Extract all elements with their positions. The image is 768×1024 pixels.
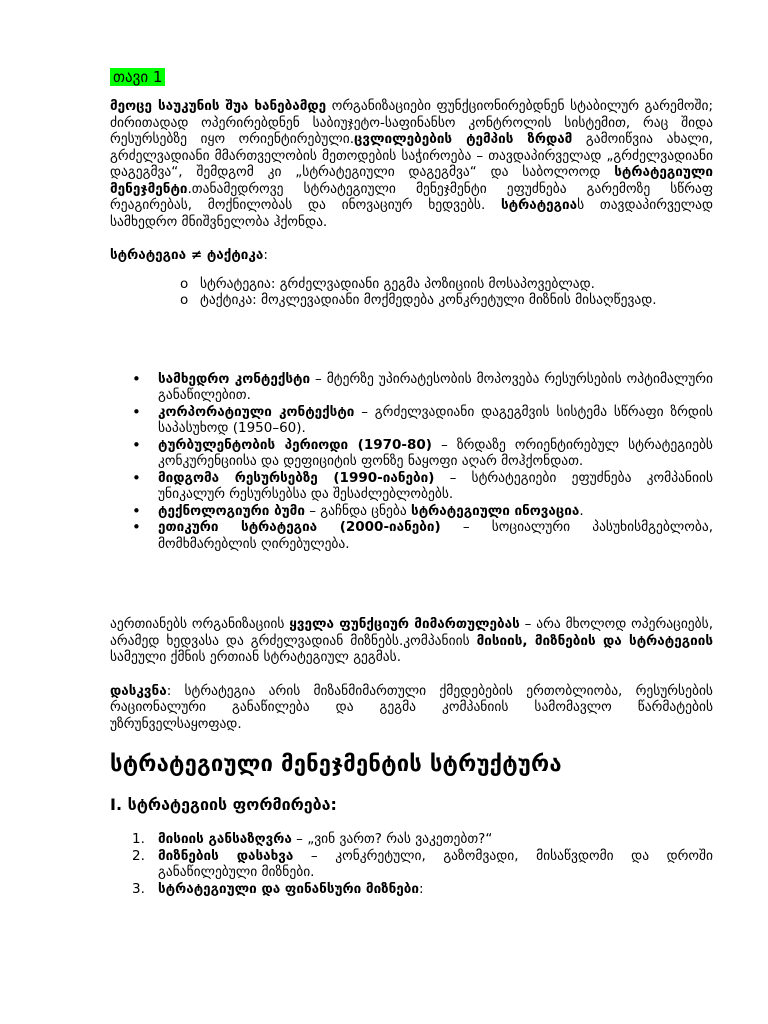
intro-bold-1: მეოცე საუკუნის შუა ხანებამდე xyxy=(110,98,327,114)
list-item-bold: ტურბულენტობის პერიოდი (1970-80) xyxy=(158,436,432,453)
list-item-bold: სამხედრო კონტექსტი xyxy=(158,370,311,387)
organization-paragraph xyxy=(110,616,713,666)
list-item-text: – სოციალური პასუხისმგებლობა, მომხმარებლის ღირებულება. xyxy=(158,519,713,552)
list-item xyxy=(180,292,713,309)
list-item-bold: მიზნების დასახვა xyxy=(158,847,294,864)
list-item-bold: მიდგომა რესურსებზე (1990-იანები) xyxy=(158,469,435,486)
formation-steps-list xyxy=(132,831,713,897)
intro-bold-2: ცვლილებების ტემპის ზრდამ xyxy=(354,131,573,147)
intro-bold-3: სტრატეგიული მენეჯმენტი xyxy=(110,164,713,197)
summary-paragraph xyxy=(110,683,713,733)
list-item-bold: ტექნოლოგიური ბუმი xyxy=(158,502,305,519)
list-item-text: – სტრატეგიები ეფუძნება კომპანიის უნიკალურ რესურსებსა და შესაძლებლობებს. xyxy=(158,469,714,502)
list-item xyxy=(132,519,713,552)
paragraph-bold: მისიის, მიზნების და სტრატეგიის xyxy=(476,632,713,649)
chapter-label: თავი 1 xyxy=(110,68,165,86)
paragraph-text: – არა მხოლოდ ოპერაციებს, არამედ ხედვასა და გრძელვადიან მიზნებს.კომპანიის xyxy=(110,616,713,649)
intro-paragraph xyxy=(110,98,713,230)
subsection-title: I. სტრატეგიის ფორმირება: xyxy=(110,795,337,814)
list-item xyxy=(132,881,713,898)
section-title: სტრატეგიული მენეჯმენტის სტრუქტურა xyxy=(110,752,562,777)
bullet-icon: • xyxy=(132,435,141,454)
bullet-icon: • xyxy=(132,402,141,421)
paragraph-text: სამეული ქმნის ერთიან სტრატეგიულ გეგმას. xyxy=(110,649,401,665)
paragraph-bold: ყველა ფუნქციურ მიმართულებას xyxy=(289,616,520,632)
list-item-text: : xyxy=(419,880,424,897)
list-item xyxy=(132,503,713,520)
circle-bullet-icon: o xyxy=(180,275,189,292)
strategy-vs-tactics-label xyxy=(110,247,713,264)
list-item xyxy=(132,371,713,404)
list-item-text: – „ვინ ვართ? რას ვაკეთებთ?“ xyxy=(291,831,493,847)
intro-bold-4: სტრატეგია xyxy=(500,197,578,213)
colon: : xyxy=(263,247,268,263)
list-item-bold: მისიის განსაზღვრა xyxy=(158,831,292,847)
list-item-bold: სტრატეგიული და ფინანსური მიზნები xyxy=(158,880,419,897)
paragraph-text: აერთიანებს ორგანიზაციის xyxy=(110,616,290,632)
list-item xyxy=(132,437,713,470)
list-item-text: . xyxy=(579,502,584,519)
context-list xyxy=(132,371,713,553)
list-number: 1. xyxy=(132,831,145,847)
list-item-text: ტაქტიკა: მოკლევადიანი მოქმედება კონკრეტული მიზნის მისაღწევად. xyxy=(200,292,657,308)
list-item xyxy=(132,848,713,881)
bullet-icon: • xyxy=(132,501,141,520)
list-item xyxy=(132,404,713,437)
list-item-bold: ეთიკური სტრატეგია (2000-იანები) xyxy=(158,519,441,535)
summary-label: დასკვნა xyxy=(110,682,167,699)
strategy-tactics-list xyxy=(180,276,713,309)
list-item-text: – კონკრეტული, გაზომვადი, მისაწვდომი და დროში განაწილებული მიზნები. xyxy=(158,847,713,880)
intro-text-4: ს თავდაპირველად სამხედრო მნიშვნელობა ჰქონდა. xyxy=(110,197,713,230)
circle-bullet-icon: o xyxy=(180,292,189,308)
intro-text-3: .თანამედროვე სტრატეგიული მენეჯმენტი ეფუძნება გარემოზე სწრაფ რეაგირებას, მოქნილობას და ინოვაციურ ხედვებს. xyxy=(110,180,713,213)
list-number: 2. xyxy=(132,847,145,864)
list-item-text: – გაჩნდა ცნება xyxy=(304,502,412,519)
bullet-icon: • xyxy=(132,369,141,388)
list-item-text: – მტერზე უპირატესობის მოპოვება რესურსების ოპტიმალური განაწილებით. xyxy=(158,370,714,403)
list-item-text: – გრძელვადიანი დაგეგმვის სისტემა სწრაფი ზრდის საპასუხოდ (1950–60). xyxy=(158,403,713,436)
list-item-bold: კორპორატიული კონტექსტი xyxy=(158,403,355,420)
list-item-bold: სტრატეგიული ინოვაცია xyxy=(411,502,580,519)
list-item xyxy=(132,470,713,503)
intro-text-2: გამოიწვია ახალი, გრძელვადიანი მმართველობის მეთოდების საჭიროება – თავდაპირველად „გრძელვადიანი დაგეგმვა“, შემდგომ კი „სტრატეგიული დაგეგმვა“ და საბოლოოდ xyxy=(110,131,713,180)
list-number: 3. xyxy=(132,880,145,897)
intro-text-1: ორგანიზაციები ფუნქციონირებდნენ სტაბილურ გარემოში; ძირითადად ოპერირებდნენ საბიუჯეტო-საფინანსო კონტროლის სისტემით, რაც შიდა რესურსებზე იყო ორიენტირებული. xyxy=(110,98,714,147)
summary-text: : სტრატეგია არის მიზანმიმართული ქმედებების ერთობლიობა, რესურსების რაციონალური განაწილება და გეგმა კომპანიის სამომავლო წარმატების უზრუნველსაყოფად. xyxy=(110,682,713,732)
strategy-vs-tactics-heading: სტრატეგია ≠ ტაქტიკა xyxy=(110,247,264,263)
list-item xyxy=(180,276,713,293)
list-item-text: – ზრდაზე ორიენტირებულ სტრატეგიებს კონკურენციისა და დეფიციტის ფონზე ნაყოფი აღარ მოჰქონდათ. xyxy=(158,436,713,469)
list-item-text: სტრატეგია: გრძელვადიანი გეგმა პოზიციის მოსაპოვებლად. xyxy=(200,275,595,292)
list-item xyxy=(132,831,713,848)
bullet-icon: • xyxy=(132,518,141,536)
bullet-icon: • xyxy=(132,468,141,487)
document-page xyxy=(110,68,713,897)
